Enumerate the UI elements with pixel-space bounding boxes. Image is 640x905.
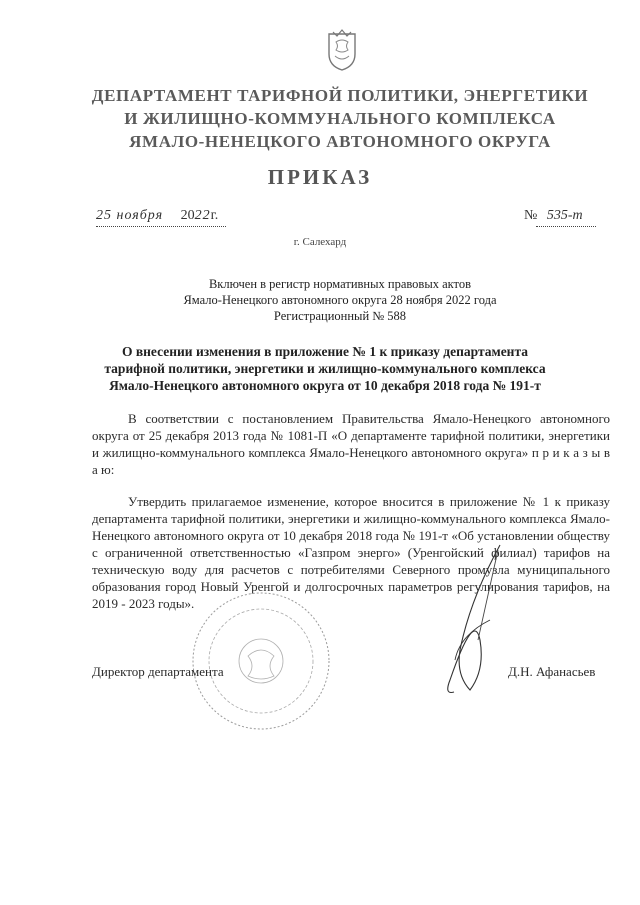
registration-line1: Включен в регистр нормативных правовых актов <box>208 277 472 291</box>
signatory-name: Д.Н. Афанасьев <box>508 664 596 679</box>
date-year-hand: 22 <box>194 208 211 223</box>
handwritten-signature <box>430 540 520 700</box>
org-name-line3: ЯМАЛО-НЕНЕЦКОГО АВТОНОМНОГО ОКРУГА <box>129 132 551 151</box>
org-name-line2: И ЖИЛИЩНО-КОММУНАЛЬНОГО КОМПЛЕКСА <box>124 109 556 128</box>
document-type-title: ПРИКАЗ <box>267 165 373 189</box>
document-subject <box>100 343 550 394</box>
date-day-month: 25 ноября <box>96 208 164 223</box>
registration-line3: Регистрационный № 588 <box>273 309 407 323</box>
document-number <box>524 208 583 224</box>
subject-line3: Ямало-Ненецкого автономного округа от 10 декабря 2018 года № 191-т <box>109 378 541 393</box>
number-value: 535-т <box>546 208 583 223</box>
subject-line1: О внесении изменения в приложение № 1 к приказу департамента <box>121 344 529 359</box>
subject-line2: тарифной политики, энергетики и жилищно-коммунального комплекса <box>104 361 546 376</box>
date-year-suffix: г. <box>210 208 219 223</box>
registration-note <box>150 276 530 324</box>
number-label: № <box>524 208 538 223</box>
official-seal <box>186 586 336 736</box>
date-underline <box>96 226 226 227</box>
document-date <box>96 208 218 224</box>
date-year-prefix: 20 <box>180 208 195 223</box>
body-paragraph-2: Утвердить прилагаемое изменение, которое вносится в приложение № 1 к приказу департамента тарифной политики, энергетики и жилищно-коммунального комплекса Ямало-Ненецкого автономного округа от 10 декабря 2018 года № 191-т «Об установлении обществу с ограниченной ответственностью «Газпром энерго» (Уренгойский филиал) тарифов на техническую воду для расчетов с потребителями Северного промузла муниципального образования город Новый Уренгой и долгосрочных параметров регулирования тарифов, на 2019 - 2023 годы». <box>92 494 610 611</box>
number-underline <box>536 226 596 227</box>
org-name-line1: ДЕПАРТАМЕНТ ТАРИФНОЙ ПОЛИТИКИ, ЭНЕРГЕТИКИ <box>91 86 589 105</box>
body-paragraph-1: В соответствии с постановлением Правительства Ямало-Ненецкого автономного округа от 25 декабря 2013 года № 1081-П «О департаменте тарифной политики, энергетики и жилищно-коммунального комплекса Ямало-Ненецкого автономного округа» п р и к а з ы в а ю: <box>92 411 610 477</box>
city: г. Салехард <box>293 236 347 248</box>
registration-line2: Ямало-Ненецкого автономного округа 28 ноября 2022 года <box>183 293 497 307</box>
coat-of-arms-icon <box>325 28 359 72</box>
signatory-position: Директор департамента <box>92 664 224 679</box>
